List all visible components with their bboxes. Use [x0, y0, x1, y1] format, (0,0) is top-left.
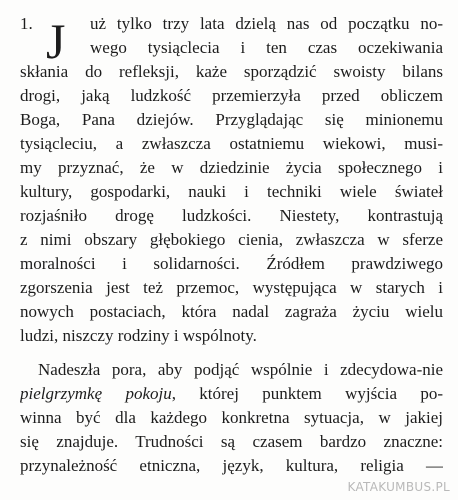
- text-line: uż tylko trzy lata dzielą nas od początku no-: [90, 14, 443, 33]
- text-line: Boga, Pana dziejów. Przyglądając się minionemu: [20, 110, 443, 129]
- drop-cap-letter: J: [46, 13, 66, 69]
- text-line: nowych postaciach, która nadal zagraża życiu wielu: [20, 302, 443, 321]
- text-line: moralności i solidarności. Źródłem prawdziwego: [20, 254, 443, 273]
- text-line: zgorszenia jest też przemoc, występująca w starych i: [20, 278, 443, 297]
- italic-phrase: pielgrzymkę pokoju: [20, 384, 172, 403]
- text-line: rozjaśniło drogę ludzkości. Niestety, kontrastują: [20, 206, 443, 225]
- line-text-after: , której punktem wyjścia po-: [171, 384, 443, 403]
- text-line: kultury, gospodarki, nauki i techniki wiele świateł: [20, 182, 443, 201]
- text-line: skłania do refleksji, każe sporządzić swoisty bilans: [20, 62, 443, 81]
- text-line: drogi, jaką ludzkość przemierzyła przed obliczem: [20, 86, 443, 105]
- text-line: wego tysiąclecia i ten czas oczekiwania: [90, 38, 443, 57]
- text-line: winna być dla każdego konkretna sytuacja, w jakiej: [20, 408, 443, 427]
- text-line: z nimi obszary głębokiego cienia, zwłaszcza w sferze: [20, 230, 443, 249]
- text-line: Nadeszła pora, aby podjąć wspólnie i zdecydowa-nie: [38, 360, 443, 379]
- text-line: się znajduje. Trudności są czasem bardzo znaczne:: [20, 432, 443, 451]
- paragraph-number: 1.: [20, 14, 33, 33]
- text-line: tysiącleciu, a zwłaszcza ostatniemu wiekowi, musi-: [20, 134, 443, 153]
- text-line: przynależność etniczna, język, kultura, religia —: [20, 456, 443, 475]
- text-line: ludzi, niszczy rodziny i wspólnoty.: [20, 326, 257, 345]
- watermark: KATAKUMBUS.PL: [347, 480, 450, 494]
- text-line: [20, 382, 443, 406]
- text-line: my przyznać, że w dziedzinie życia społecznego i: [20, 158, 443, 177]
